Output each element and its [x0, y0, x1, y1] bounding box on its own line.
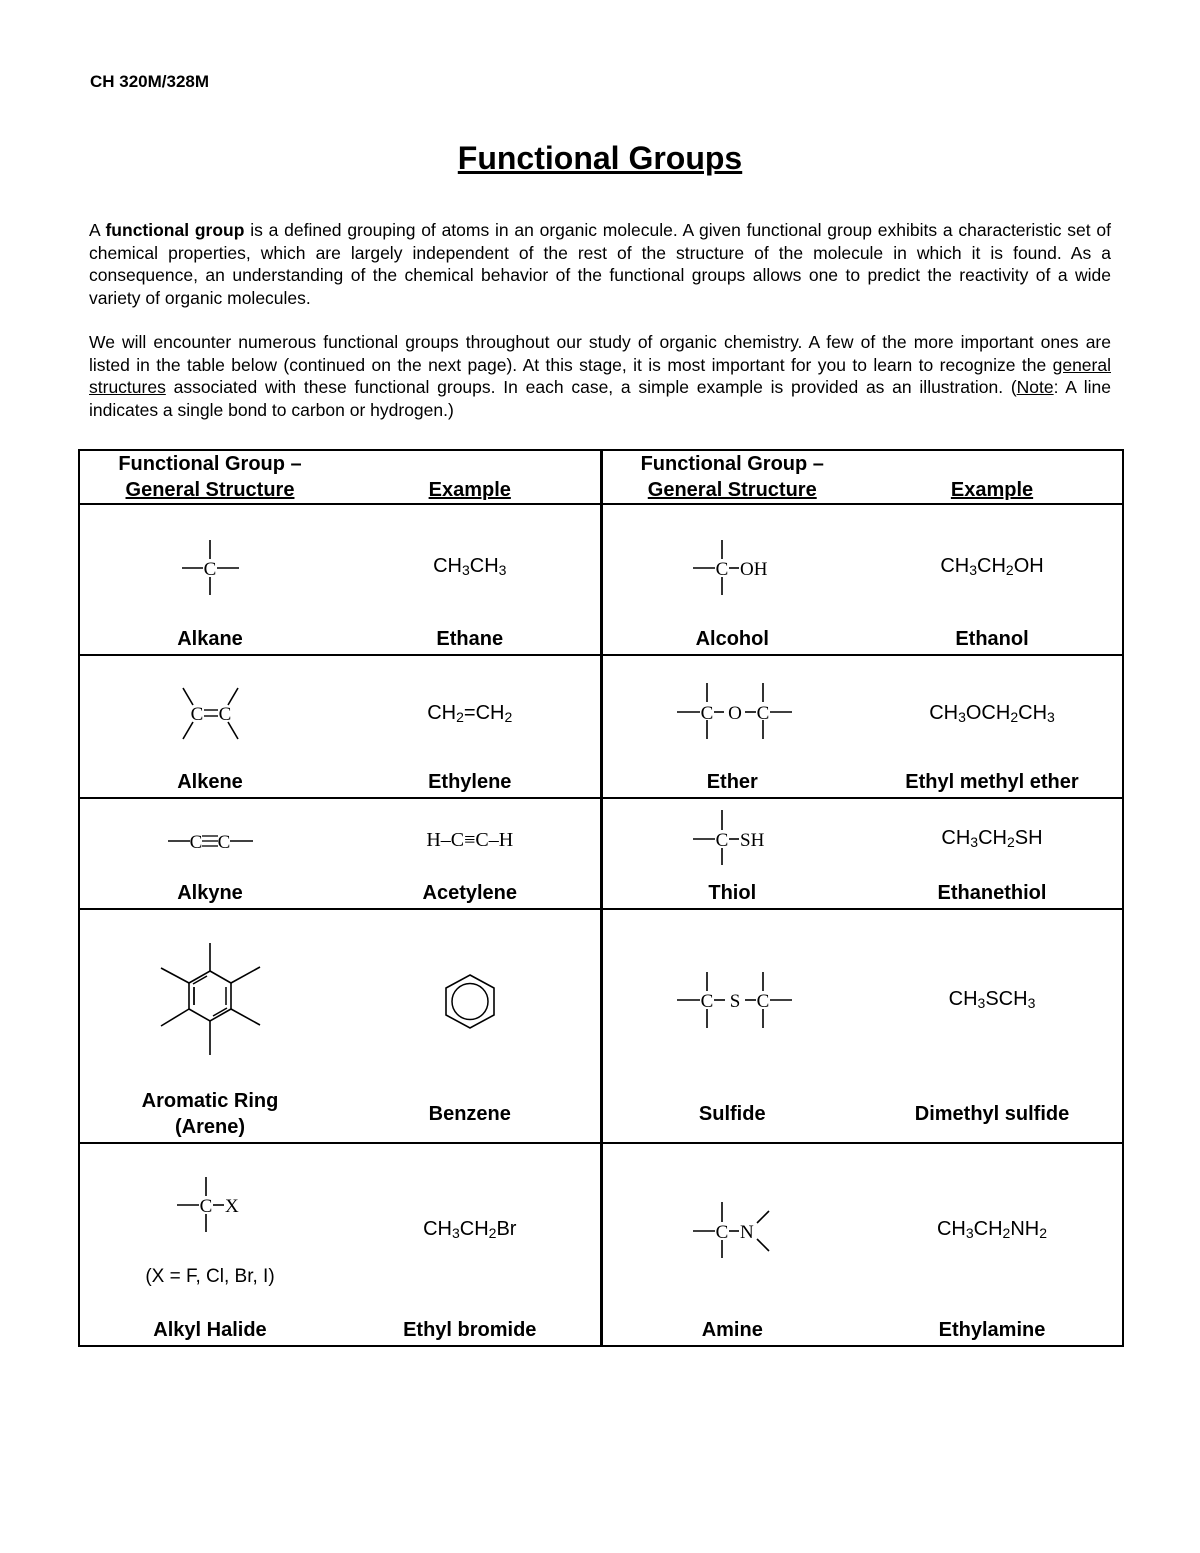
alkyl-halide-cell: [79, 1143, 340, 1346]
alkyl-halide-structure: [80, 1144, 341, 1345]
table-header-row: [79, 450, 1123, 504]
ethylamine-formula: $CH_3CH_2NH_2$: [936, 1218, 1048, 1241]
svg-text:C: C: [199, 1196, 213, 1217]
table-row: [79, 655, 1123, 798]
sulfide-cell: [601, 909, 862, 1143]
svg-text:SH: SH: [739, 830, 764, 851]
svg-text:C: C: [715, 830, 728, 851]
ethane-formula: $CH_3CH_3$: [433, 555, 507, 578]
svg-text:C: C: [700, 991, 713, 1012]
example-name: Dimethyl sulfide: [914, 1103, 1070, 1125]
amine-structure: [603, 1144, 864, 1345]
benzene-cell: [340, 909, 601, 1143]
term-functional-group: functional group: [105, 220, 245, 240]
dimethyl-sulfide-formula: $CH_3SCH_3$: [948, 988, 1036, 1011]
alkene-cell: [79, 655, 340, 798]
general-structures-emphasis: general structures: [89, 354, 1111, 397]
note-label: Note: [1016, 377, 1054, 397]
ethanol-formula: $CH_3CH_2OH$: [940, 555, 1044, 578]
ether-cell: [601, 655, 862, 798]
example-name: Ethanethiol: [937, 882, 1047, 904]
example-name: Ethyl bromide: [403, 1319, 537, 1341]
ethyl-methyl-ether-formula: $CH_3OCH_2CH_3$: [929, 702, 1055, 725]
example-name: Ethanol: [955, 628, 1029, 650]
ethylamine-cell: [862, 1143, 1123, 1346]
alkyne-cell: [79, 798, 340, 909]
header-example-right: Example: [862, 450, 1123, 504]
svg-text:C: C: [715, 559, 728, 580]
svg-text:C: C: [756, 991, 769, 1012]
alcohol-cell: [601, 504, 862, 655]
group-name: Amine: [701, 1319, 763, 1341]
header-general-structure-right: Functional Group – General Structure: [601, 450, 862, 504]
ethyl-bromide-formula: $CH_3CH_2Br$: [423, 1218, 517, 1241]
acetylene-formula: H–C≡C–H: [426, 829, 514, 851]
functional-groups-table: [78, 449, 1124, 1347]
table-row: [79, 909, 1123, 1143]
example-name: Benzene: [428, 1103, 511, 1125]
table-row: [79, 1143, 1123, 1346]
ethyl-bromide-cell: [340, 1143, 601, 1346]
ethane-cell: [340, 504, 601, 655]
header-general-structure-left: Functional Group – General Structure: [79, 450, 340, 504]
ethylene-formula: $CH_2=CH_2$: [427, 702, 513, 725]
group-name: Alkyne: [177, 882, 243, 904]
table-row: [79, 798, 1123, 909]
arene-cell: [79, 909, 340, 1143]
thiol-cell: [601, 798, 862, 909]
page-title: Functional Groups: [457, 140, 743, 176]
example-name: Ethylene: [428, 771, 512, 793]
amine-cell: [601, 1143, 862, 1346]
intro-paragraph-2: We will encounter numerous functional groups throughout our study of organic chemistry. A few of the more important ones are listed in the table below (continued on the next page). At this stage, it is most important for you to learn to recognize the general structures associated with these functional groups. In each case, a simple example is provided as an illustration. (Note: A line indicates a single bond to carbon or hydrogen.): [89, 332, 1111, 420]
ethyl-methyl-ether-cell: [862, 655, 1123, 798]
halide-note: (X = F, Cl, Br, I): [145, 1266, 275, 1287]
group-name: Alkyl Halide: [153, 1319, 267, 1341]
svg-text:C: C: [756, 703, 769, 724]
dimethyl-sulfide-cell: [862, 909, 1123, 1143]
alkane-cell: [79, 504, 340, 655]
svg-text:OH: OH: [739, 559, 767, 580]
acetylene-cell: [340, 798, 601, 909]
example-name: Ethyl methyl ether: [905, 771, 1079, 793]
intro-paragraph-1: A functional group is a defined grouping of atoms in an organic molecule. A given functional group exhibits a characteristic set of chemical properties, which are largely independent of the rest of the structure of the molecule in which it is found. As a consequence, an understanding of the chemical behavior of the functional groups allows one to predict the reactivity of a wide variety of organic molecules.: [89, 220, 1111, 308]
ethanethiol-formula: $CH_3CH_2SH$: [941, 827, 1043, 850]
course-code: CH 320M/328M: [90, 72, 210, 91]
svg-text:C: C: [218, 704, 232, 725]
group-name: Alcohol: [695, 628, 769, 650]
svg-text:N: N: [739, 1222, 754, 1243]
svg-text:C: C: [203, 559, 217, 580]
example-name: Ethane: [436, 628, 504, 650]
svg-text:C: C: [715, 1222, 728, 1243]
svg-text:X: X: [225, 1196, 239, 1217]
example-name: Acetylene: [422, 882, 517, 904]
group-name: Thiol: [708, 882, 757, 904]
example-name: Ethylamine: [938, 1319, 1046, 1341]
table-row: [79, 504, 1123, 655]
svg-text:C: C: [217, 832, 231, 853]
header-example-left: Example: [340, 450, 601, 504]
svg-text:S: S: [729, 991, 740, 1012]
group-name: Alkene: [177, 771, 243, 793]
svg-text:C: C: [190, 704, 204, 725]
svg-text:C: C: [700, 703, 713, 724]
svg-text:C: C: [189, 832, 203, 853]
ethanethiol-cell: [862, 798, 1123, 909]
ethanol-cell: [862, 504, 1123, 655]
group-name: Alkane: [177, 628, 243, 650]
group-name: Sulfide: [698, 1103, 766, 1125]
group-name: Aromatic Ring (Arene): [141, 1090, 279, 1138]
svg-text:O: O: [727, 703, 742, 724]
ethylene-cell: [340, 655, 601, 798]
group-name: Ether: [706, 771, 758, 793]
